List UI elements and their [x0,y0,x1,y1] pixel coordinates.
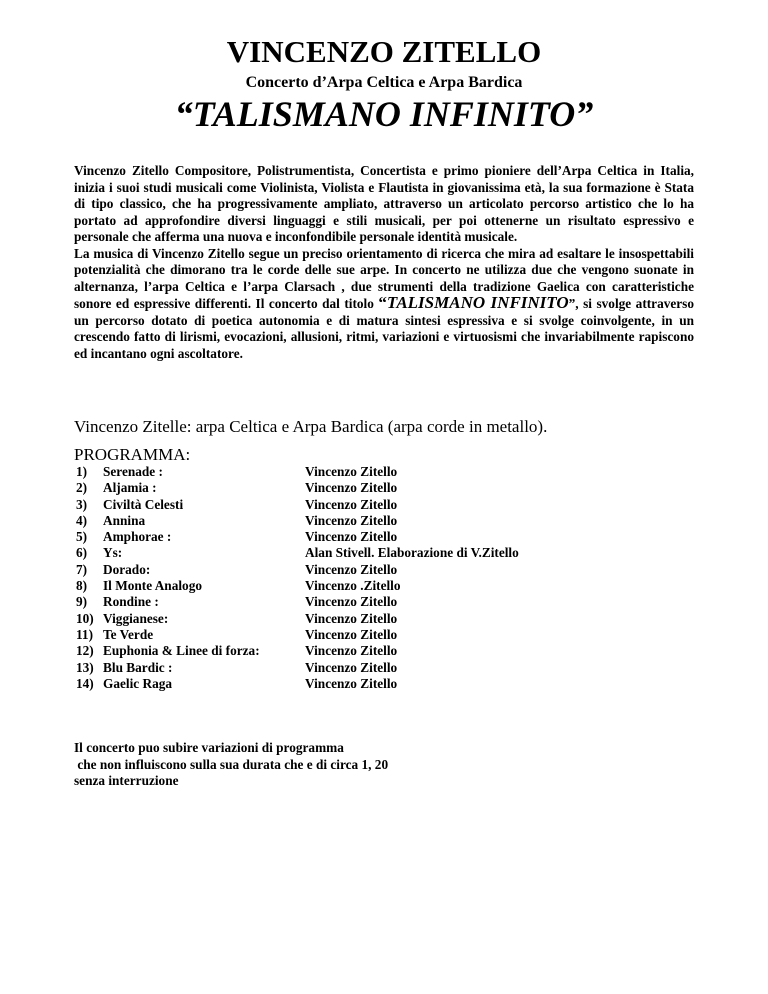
program-composer: Vincenzo Zitello [305,561,398,577]
program-item [76,643,696,659]
program-item [76,529,696,545]
program-list [76,464,696,692]
program-piece: Amphorae : [103,529,172,545]
program-piece: Gaelic Raga [103,675,173,691]
program-composer: Alan Stivell. Elaborazione di V.Zitello [305,545,519,561]
program-number: 9) [76,594,88,610]
program-number: 10) [76,610,94,626]
program-heading: PROGRAMMA: [74,445,191,464]
program-note [74,740,388,790]
bio-open-quote: “ [378,293,387,312]
page-subtitle: Concerto d’Arpa Celtica e Arpa Bardica [245,74,523,91]
bio-paragraph-2 [74,246,694,363]
program-number: 3) [76,496,88,512]
program-number: 12) [76,643,94,659]
program-piece: Euphonia & Linee di forza: [103,643,260,659]
program-number: 4) [76,512,88,528]
program-piece: Annina [103,512,146,528]
program-number: 7) [76,561,88,577]
program-composer: Vincenzo Zitello [305,643,398,659]
program-piece: Rondine : [103,594,159,610]
program-piece: Civiltà Celesti [103,496,184,512]
note-line-2: che non influiscono sulla sua durata che e di circa 1, 20 [74,756,389,772]
program-number: 13) [76,659,94,675]
bio-paragraph-2-rest: ”, si svolge attraverso un percorso dotato di poetica autonomia e di matura sintesi espressiva e si svolge coinvolgente, in un crescendo fatto di lirismi, evocazioni, allusioni, ritmi, variazioni e virtuosismi che invariabilmente rapiscono ed incantano ogni ascoltatore. [74,296,695,361]
program-composer: Vincenzo Zitello [305,529,398,545]
page-title: VINCENZO ZITELLO [226,34,542,69]
program-item [76,611,696,627]
program-piece: Viggianese: [103,610,169,626]
program-composer: Vincenzo Zitello [305,512,398,528]
program-item [76,660,696,676]
program-piece: Te Verde [103,626,154,642]
note-line-1: Il concerto puo subire variazioni di programma [74,740,344,755]
program-item [76,676,696,692]
program-composer: Vincenzo Zitello [305,659,398,675]
bio-inline-title: TALISMANO INFINITO [386,293,569,312]
program-item [76,562,696,578]
program-item [76,578,696,594]
program-number: 1) [76,464,88,479]
program-number: 6) [76,545,88,561]
program-item [76,545,696,561]
concert-title: “TALISMANO INFINITO” [174,94,594,134]
program-number: 8) [76,578,88,594]
program-item [76,464,696,480]
program-composer: Vincenzo Zitello [305,610,398,626]
program-composer: Vincenzo Zitello [305,464,398,479]
program-item [76,513,696,529]
performer-line: Vincenzo Zitelle: arpa Celtica e Arpa Bardica (arpa corde in metallo). [74,417,548,436]
program-composer: Vincenzo Zitello [305,626,398,642]
program-piece: Serenade : [103,464,163,479]
program-item [76,627,696,643]
program-piece: Dorado: [103,561,151,577]
program-piece: Il Monte Analogo [103,578,202,594]
biography [74,163,694,362]
program-item [76,594,696,610]
program-piece: Ys: [103,545,123,561]
note-line-3: senza interruzione [74,773,179,788]
program-composer: Vincenzo Zitello [305,496,398,512]
program-item [76,497,696,513]
program-item [76,480,696,496]
bio-paragraph-1: Vincenzo Zitello Compositore, Polistrumentista, Concertista e primo pioniere dell’Arpa Celtica in Italia, inizia i suoi studi musicali come Violinista, Violista e Flautista in giovanissima età, la sua formazione è Stata di tipo classico, che ha progressivamente ampliato, attraverso un articolato percorso artistico che lo ha portato ad approfondire diversi linguaggi e stili musicali, per poi ottenerne un risultato espressivo e personale che afferma una nuova e inconfondibile personale identità musicale. [74,163,694,244]
program-number: 2) [76,480,88,496]
program-composer: Vincenzo Zitello [305,594,398,610]
bio-paragraph-2-text: La musica di Vincenzo Zitello segue un preciso orientamento di ricerca che mira ad esaltare le insospettabili potenzialità che dimorano tra le corde delle sue arpe. In concerto ne utilizza due che vengono suonate in alternanza, l’arpa Celtica e l’arpa Clarsach , due strumenti della tradizione Gaelica con caratteristiche sonore ed espressive differenti. Il concerto dal titolo [74,245,694,311]
program-number: 14) [76,675,94,691]
program-piece: Blu Bardic : [103,659,173,675]
program-number: 5) [76,529,88,545]
program-composer: Vincenzo Zitello [305,480,398,496]
program-composer: Vincenzo Zitello [305,675,398,691]
program-piece: Aljamia : [103,480,157,496]
program-composer: Vincenzo .Zitello [305,578,401,594]
program-number: 11) [76,626,93,642]
